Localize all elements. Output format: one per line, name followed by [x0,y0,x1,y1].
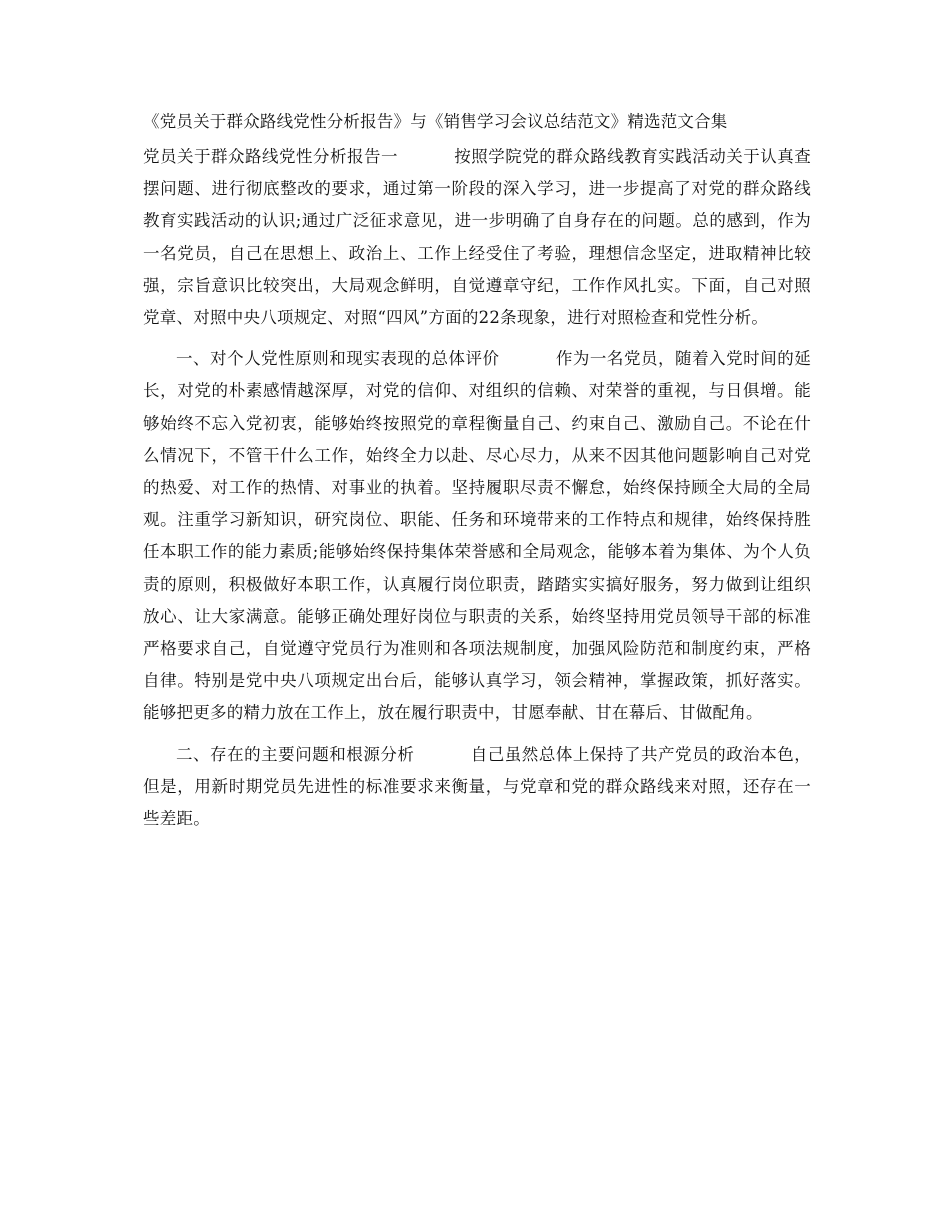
paragraph-text: 按照学院党的群众路线教育实践活动关于认真查摆问题、进行彻底整改的要求，通过第一阶段的深入学习，进一步提高了对党的群众路线教育实践活动的认识;通过广泛征求意见，进一步明确了自身存在的问题。总的感到，作为一名党员，自己在思想上、政治上、工作上经受住了考验，理想信念坚定，进取精神比较强，宗旨意识比较突出，大局观念鲜明，自觉遵章守纪，工作作风扎实。下面，自己对照党章、对照中央八项规定、对照“四风”方面的22条现象，进行对照检查和党性分析。 [143,147,811,328]
paragraph-overall-evaluation [143,343,811,729]
paragraph-text: 作为一名党员，随着入党时间的延长，对党的朴素感情越深厚，对党的信仰、对组织的信赖、对荣誉的重视，与日俱增。能够始终不忘入党初衷，能够始终按照党的章程衡量自己、约束自己、激励自己。不论在什么情况下，不管干什么工作，始终全力以赴、尽心尽力，从来不因其他问题影响自己对党的热爱、对工作的热情、对事业的执着。坚持履职尽责不懈怠，始终保持顾全大局的全局观。注重学习新知识，研究岗位、职能、任务和环境带来的工作特点和规律，始终保持胜任本职工作的能力素质;能够始终保持集体荣誉感和全局观念，能够本着为集体、为个人负责的原则，积极做好本职工作，认真履行岗位职责，踏踏实实搞好服务，努力做到让组织放心、让大家满意。能够正确处理好岗位与职责的关系，始终坚持用党员领导干部的标准严格要求自己，自觉遵守党员行为准则和各项法规制度，加强风险防范和制度约束，严格自律。特别是党中央八项规定出台后，能够认真学习，领会精神，掌握政策，抓好落实。能够把更多的精力放在工作上，放在履行职责中，甘愿奉献、甘在幕后、甘做配角。 [143,349,812,723]
paragraph-problems-analysis [143,739,811,836]
section-heading-two: 二、存在的主要问题和根源分析 [176,744,415,764]
document-title: 《党员关于群众路线党性分析报告》与《销售学习会议总结范文》精选范文合集 [143,112,728,131]
section-heading-one: 一、对个人党性原则和现实表现的总体评价 [176,349,500,369]
section-heading-report-one: 党员关于群众路线党性分析报告一 [143,147,398,166]
paragraph-intro [143,141,811,334]
paragraph-text: 自己虽然总体上保持了共产党员的政治本色，但是，用新时期党员先进性的标准要求来衡量，与党章和党的群众路线来对照，还存在一些差距。 [143,744,812,829]
document-page [143,106,811,844]
